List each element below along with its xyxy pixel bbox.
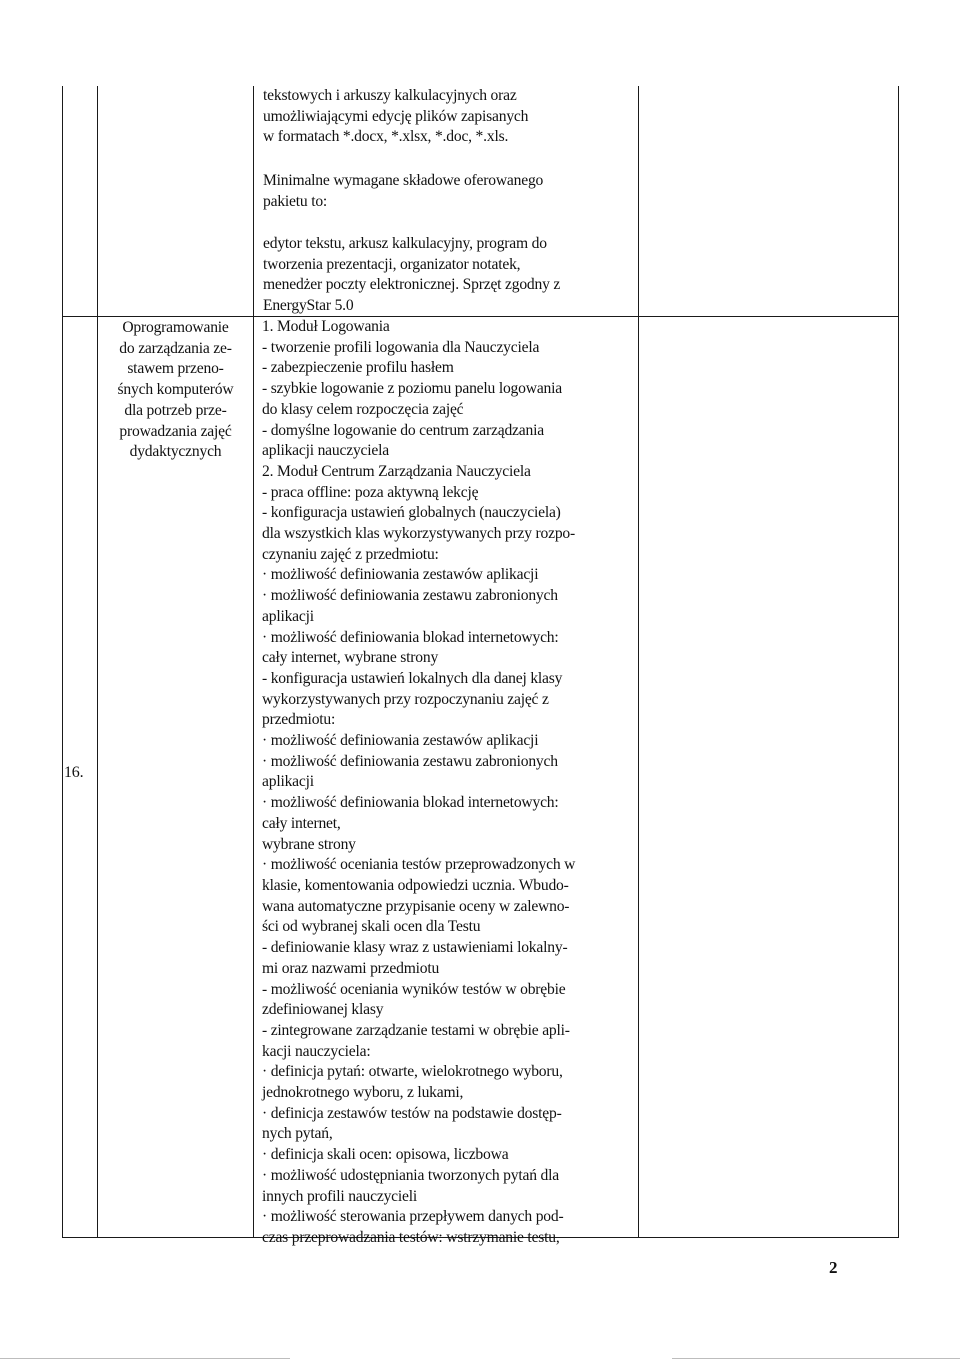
spec-line: wana automatyczne przypisanie oceny w zalewno- — [262, 897, 570, 915]
scan-artifact-line — [672, 1358, 960, 1359]
min-req-line: pakietu to: — [263, 192, 328, 210]
spec-line: - praca offline: poza aktywną lekcję — [262, 483, 479, 501]
spec-line: · definicja skali ocen: opisowa, liczbowa — [262, 1146, 509, 1164]
spec-block — [262, 317, 575, 1249]
row-number: 16. — [64, 764, 84, 781]
spec-line: 2. Moduł Centrum Zarządzania Nauczyciela — [262, 462, 531, 480]
apps-block — [263, 234, 560, 317]
table-divider-number — [97, 86, 98, 1238]
spec-line: - konfiguracja ustawień globalnych (nauczyciela) — [262, 504, 561, 522]
item-name-line: prowadzania zajęć — [119, 422, 232, 440]
spec-line: - konfiguracja ustawień lokalnych dla danej klasy — [262, 669, 563, 687]
spec-line: · możliwość definiowania zestawu zabronionych — [262, 752, 558, 770]
spec-line: aplikacji — [262, 773, 314, 791]
min-requirements-block — [263, 171, 543, 212]
spec-line: · możliwość definiowania zestawów aplikacji — [262, 566, 539, 584]
spec-line: - zabezpieczenie profilu hasłem — [262, 359, 454, 377]
spec-line: czas przeprowadzania testów: wstrzymanie testu, — [262, 1228, 560, 1246]
spec-line: jednokrotnego wyboru, z lukami, — [262, 1084, 464, 1102]
top-block-line: w formatach *.docx, *.xlsx, *.doc, *.xls. — [263, 128, 509, 146]
table-divider-name — [253, 86, 254, 1238]
spec-line: przedmiotu: — [262, 711, 336, 729]
top-block-line: tekstowych i arkuszy kalkulacyjnych oraz — [263, 87, 517, 104]
apps-line: edytor tekstu, arkusz kalkulacyjny, program do — [263, 235, 547, 252]
spec-line: wykorzystywanych przy rozpoczynaniu zajęć z — [262, 690, 549, 708]
spec-line: - domyślne logowanie do centrum zarządzania — [262, 421, 544, 439]
scan-artifact-line — [0, 1358, 290, 1359]
apps-line: menedżer poczty elektronicznej. Sprzęt zgodny z — [263, 276, 561, 294]
item-name-line: do zarządzania ze- — [119, 339, 232, 357]
spec-line: - definiowanie klasy wraz z ustawieniami lokalny- — [262, 939, 568, 957]
spec-line: klasie, komentowania odpowiedzi ucznia. Wbudo- — [262, 876, 569, 894]
spec-line: · możliwość definiowania blokad internetowych: — [262, 794, 559, 812]
spec-line: · definicja pytań: otwarte, wielokrotnego wyboru, — [262, 1063, 563, 1081]
spec-line: · możliwość udostępniania tworzonych pytań dla — [262, 1166, 559, 1184]
item-name-line: dydaktycznych — [129, 443, 222, 461]
spec-line: dla wszystkich klas wykorzystywanych przy rozpo- — [262, 525, 576, 543]
min-req-line: Minimalne wymagane składowe oferowanego — [263, 172, 544, 189]
item-name-line: stawem przeno- — [127, 360, 224, 378]
spec-line: aplikacji nauczyciela — [262, 442, 389, 460]
table-border-left — [62, 86, 63, 1238]
spec-line: mi oraz nazwami przedmiotu — [262, 959, 440, 977]
spec-line: kacji nauczyciela: — [262, 1042, 371, 1060]
item-name-line: dla potrzeb prze- — [124, 401, 227, 419]
spec-line: · możliwość sterowania przepływem danych pod- — [262, 1208, 564, 1226]
spec-line: - możliwość oceniania wyników testów w obrębie — [262, 980, 566, 998]
spec-line: - zintegrowane zarządzanie testami w obrębie apli- — [262, 1021, 570, 1039]
spec-line: - szybkie logowanie z poziomu panelu logowania — [262, 380, 562, 398]
apps-line: tworzenia prezentacji, organizator notatek, — [263, 255, 521, 273]
spec-line: czynaniu zajęć z przedmiotu: — [262, 545, 439, 563]
spec-line: innych profili nauczycieli — [262, 1187, 418, 1205]
top-block-line: umożliwiającymi edycję plików zapisanych — [263, 107, 529, 125]
apps-line: EnergyStar 5.0 — [263, 297, 354, 315]
spec-line: - tworzenie profili logowania dla Nauczyciela — [262, 338, 540, 356]
spec-line: 1. Moduł Logowania — [262, 318, 390, 335]
page-number: 2 — [829, 1258, 838, 1277]
spec-line: · możliwość definiowania zestawu zabronionych — [262, 587, 558, 605]
spec-line: · definicja zestawów testów na podstawie dostęp- — [262, 1104, 562, 1122]
spec-line: do klasy celem rozpoczęcia zajęć — [262, 400, 464, 418]
spec-line: cały internet, — [262, 814, 341, 832]
item-name — [98, 318, 253, 463]
spec-line: ści od wybranej skali ocen dla Testu — [262, 918, 481, 936]
item-name-line: śnych komputerów — [117, 381, 234, 399]
table-divider-spec — [638, 86, 639, 1238]
top-block — [263, 86, 528, 148]
spec-line: wybrane strony — [262, 835, 356, 853]
spec-line: nych pytań, — [262, 1125, 333, 1143]
spec-line: · możliwość oceniania testów przeprowadzonych w — [262, 856, 576, 874]
spec-line: cały internet, wybrane strony — [262, 649, 439, 667]
spec-line: · możliwość definiowania blokad internetowych: — [262, 628, 559, 646]
spec-line: · możliwość definiowania zestawów aplikacji — [262, 732, 539, 750]
spec-line: zdefiniowanej klasy — [262, 1001, 384, 1019]
spec-line: aplikacji — [262, 607, 314, 625]
table-border-right — [898, 86, 899, 1238]
item-name-line: Oprogramowanie — [122, 319, 229, 336]
